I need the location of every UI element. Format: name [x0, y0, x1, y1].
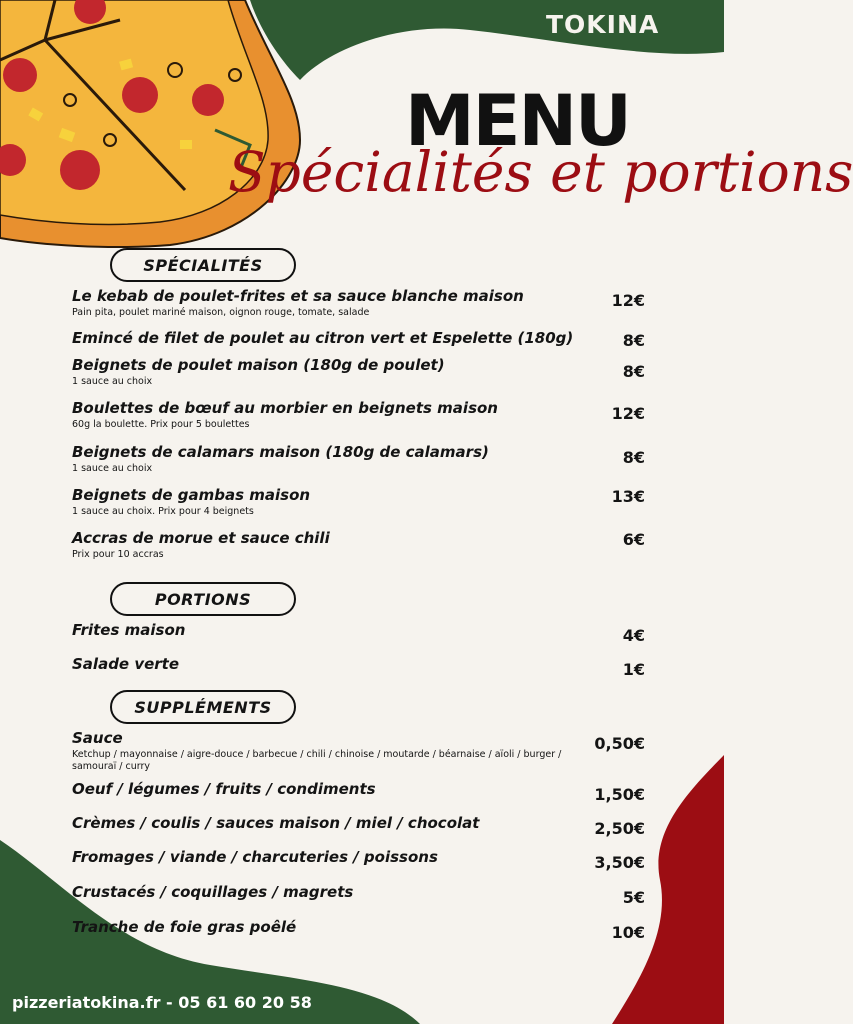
item-price: 6€: [622, 530, 645, 549]
menu-item: [72, 918, 646, 937]
menu-item: [72, 814, 646, 833]
item-price: 1€: [622, 660, 645, 679]
item-name: Boulettes de bœuf au morbier en beignets maison: [72, 399, 498, 417]
menu-item: [72, 729, 587, 773]
item-name: Salade verte: [72, 655, 180, 673]
item-name: Le kebab de poulet-frites et sa sauce blanche maison: [72, 287, 524, 305]
item-price: 12€: [611, 291, 645, 310]
menu-item: [72, 883, 646, 902]
menu-item: [72, 780, 646, 799]
item-name: Crèmes / coulis / sauces maison / miel / chocolat: [72, 814, 480, 832]
item-description: 1 sauce au choix. Prix pour 4 beignets: [72, 506, 254, 517]
item-description: Prix pour 10 accras: [72, 549, 164, 560]
item-price: 8€: [622, 331, 645, 350]
menu-item: [72, 529, 646, 561]
item-description: 60g la boulette. Prix pour 5 boulettes: [72, 419, 250, 430]
menu-item: [72, 287, 646, 319]
menu-item: [72, 329, 646, 348]
item-price: 0,50€: [594, 734, 645, 753]
item-price: 2,50€: [594, 819, 645, 838]
pizza-illustration: [0, 0, 300, 247]
item-price: 1,50€: [594, 785, 645, 804]
page-subtitle: Spécialités et portions: [228, 140, 853, 204]
page-title: MENU: [405, 80, 630, 162]
item-price: 4€: [622, 626, 645, 645]
item-price: 13€: [611, 487, 645, 506]
item-price: 8€: [622, 448, 645, 467]
item-description: 1 sauce au choix: [72, 376, 153, 387]
section-header-portions: PORTIONS: [110, 582, 296, 616]
item-name: Crustacés / coquillages / magrets: [72, 883, 354, 901]
item-price: 12€: [611, 404, 645, 423]
item-price: 10€: [611, 923, 645, 942]
item-price: 5€: [622, 888, 645, 907]
item-name: Beignets de calamars maison (180g de calamars): [72, 443, 489, 461]
menu-item: [72, 356, 646, 388]
brand-name: TOKINA: [546, 10, 660, 39]
item-name: Frites maison: [72, 621, 186, 639]
footer-contact: pizzeriatokina.fr - 05 61 60 20 58: [12, 993, 312, 1012]
item-name: Accras de morue et sauce chili: [72, 529, 330, 547]
item-name: Beignets de poulet maison (180g de poulet): [72, 356, 445, 374]
section-header-supplements: SUPPLÉMENTS: [110, 690, 296, 724]
section-header-specialites: SPÉCIALITÉS: [110, 248, 296, 282]
item-description: Pain pita, poulet mariné maison, oignon rouge, tomate, salade: [72, 307, 370, 318]
menu-item: [72, 399, 646, 431]
item-price: 3,50€: [594, 853, 645, 872]
menu-item: [72, 621, 646, 640]
menu-item: [72, 443, 646, 475]
menu-item: [72, 486, 646, 518]
item-name: Tranche de foie gras poêlé: [72, 918, 297, 936]
item-name: Fromages / viande / charcuteries / poissons: [72, 848, 438, 866]
item-description: 1 sauce au choix: [72, 463, 153, 474]
menu-item: [72, 848, 646, 867]
item-price: 8€: [622, 362, 645, 381]
item-name: Oeuf / légumes / fruits / condiments: [72, 780, 376, 798]
item-name: Emincé de filet de poulet au citron vert et Espelette (180g): [72, 329, 574, 347]
item-name: Beignets de gambas maison: [72, 486, 311, 504]
item-description: Ketchup / mayonnaise / aigre-douce / barbecue / chili / chinoise / moutarde / béarnaise / aïoli / burger / samouraï / curry: [72, 749, 562, 772]
menu-item: [72, 655, 646, 674]
item-name: Sauce: [72, 729, 123, 747]
